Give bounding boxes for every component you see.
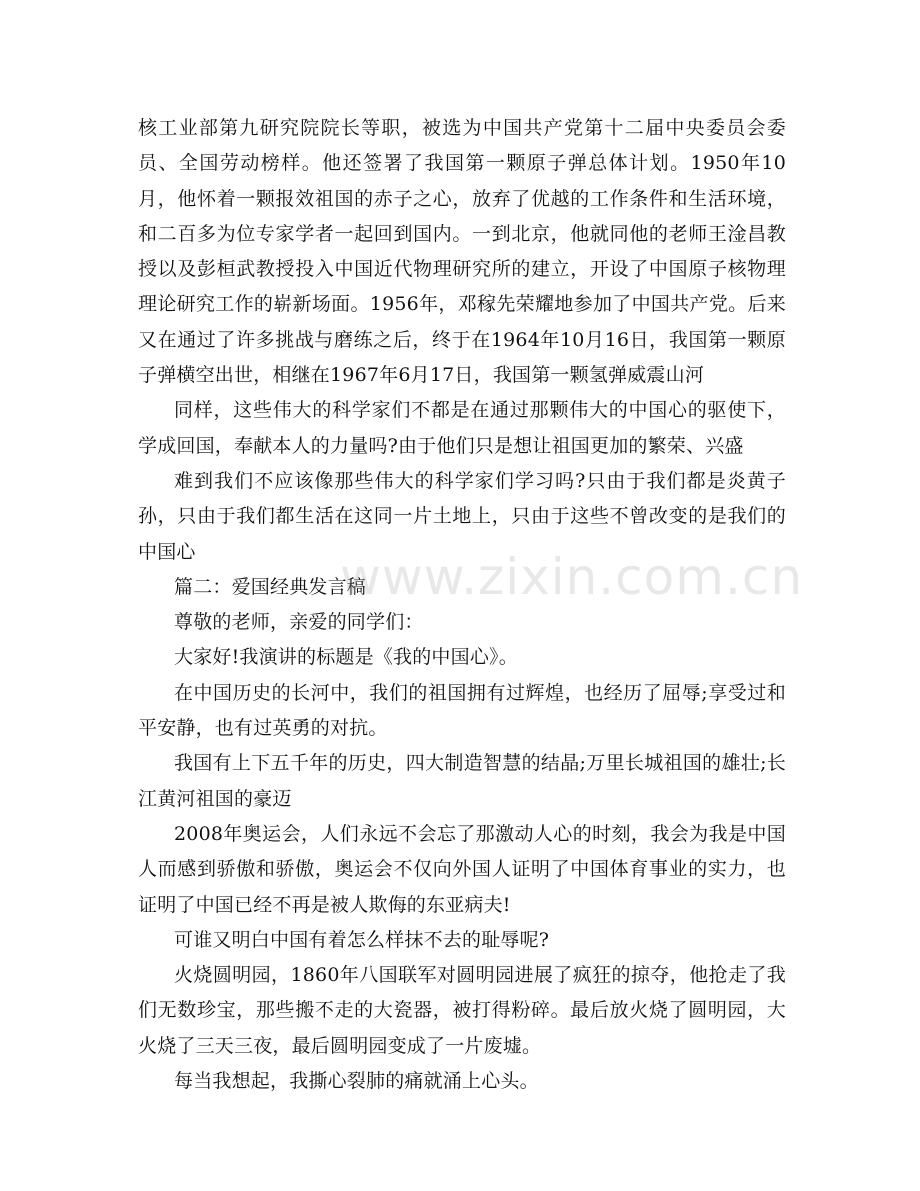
paragraph: 在中国历史的长河中，我们的祖国拥有过辉煌，也经历了屈辱;享受过和平安静，也有过英勇的对抗。 <box>138 681 786 740</box>
salutation: 尊敬的老师，亲爱的同学们： <box>174 611 424 634</box>
paragraph: 难到我们不应该像那些伟大的科学家们学习吗?只由于我们都是炎黄子孙，只由于我们都生活在这同一片土地上，只由于这些不曾改变的是我们的中国心 <box>138 469 786 563</box>
paragraph: 可谁又明白中国有着怎么样抹不去的耻辱呢? <box>174 928 550 951</box>
paragraph: 每当我想起，我撕心裂肺的痛就涌上心头。 <box>174 1070 539 1093</box>
paragraph: 同样，这些伟大的科学家们不都是在通过那颗伟大的中国心的驱使下，学成回国，奉献本人的力量吗?由于他们只是想让祖国更加的繁荣、兴盛 <box>138 399 786 457</box>
section-heading: 篇二：爱国经典发言稿 <box>174 575 367 598</box>
paragraph: 核工业部第九研究院院长等职，被选为中国共产党第十二届中央委员会委员、全国劳动榜样。他还签署了我国第一颗原子弹总体计划。1950年10月，他怀着一颗报效祖国的赤子之心，放弃了优越的工作条件和生活环境，和二百多为位专家学者一起回到国内。一到北京，他就同他的老师王淦昌教授以及彭桓武教授投入中国近代物理研究所的建立，开设了中国原子核物理理论研究工作的崭新场面。1956年，邓稼先荣耀地参加了中国共产党。后来又在通过了许多挑战与磨练之后，终于在1964年10月16日，我国第一颗原子弹横空出世，相继在1967年6月17日，我国第一颗氢弹威震山河 <box>138 117 786 387</box>
paragraph: 2008年奥运会，人们永远不会忘了那激动人心的时刻，我会为我是中国人而感到骄傲和骄傲，奥运会不仅向外国人证明了中国体育事业的实力，也证明了中国已经不再是被人欺侮的东亚病夫! <box>138 822 786 916</box>
paragraph: 火烧圆明园，1860年八国联军对圆明园进展了疯狂的掠夺，他抢走了我们无数珍宝，那些搬不走的大瓷器，被打得粉碎。最后放火烧了圆明园，大火烧了三天三夜，最后圆明园变成了一片废墟。 <box>138 964 786 1057</box>
watermark: www.zixin.com.cn <box>340 548 804 606</box>
paragraph: 我国有上下五千年的历史，四大制造智慧的结晶;万里长城祖国的雄壮;长江黄河祖国的豪迈 <box>138 752 786 810</box>
document-body <box>138 111 786 1099</box>
greeting: 大家好!我演讲的标题是《我的中国心》。 <box>174 646 518 669</box>
